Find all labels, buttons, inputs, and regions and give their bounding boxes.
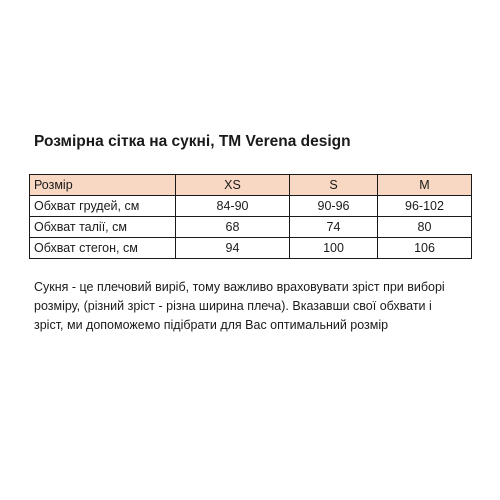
table-row [30,217,472,238]
table-cell: 96-102 [378,196,472,217]
table-row [30,238,472,259]
column-header-size: Розмір [30,175,176,196]
table-cell: 94 [176,238,290,259]
table-header-row [30,175,472,196]
row-label-waist: Обхват талії, см [30,217,176,238]
size-chart-table [29,174,472,259]
table-cell: 106 [378,238,472,259]
column-header-s: S [290,175,378,196]
row-label-hips: Обхват стегон, см [30,238,176,259]
table-cell: 100 [290,238,378,259]
table-cell: 90-96 [290,196,378,217]
row-label-chest: Обхват грудей, см [30,196,176,217]
table-cell: 68 [176,217,290,238]
table-cell: 80 [378,217,472,238]
sizing-note: Сукня - це плечовий виріб, тому важливо враховувати зріст при виборі розміру, (різний зріст - різна ширина плеча). Вказавши свої обхвати і зріст, ми допоможемо підібрати для Вас оптимальний розмір [34,280,445,332]
table-row [30,196,472,217]
table-cell: 74 [290,217,378,238]
column-header-m: M [378,175,472,196]
table-cell: 84-90 [176,196,290,217]
column-header-xs: XS [176,175,290,196]
page-title: Розмірна сітка на сукні, ТМ Verena design [34,133,351,150]
